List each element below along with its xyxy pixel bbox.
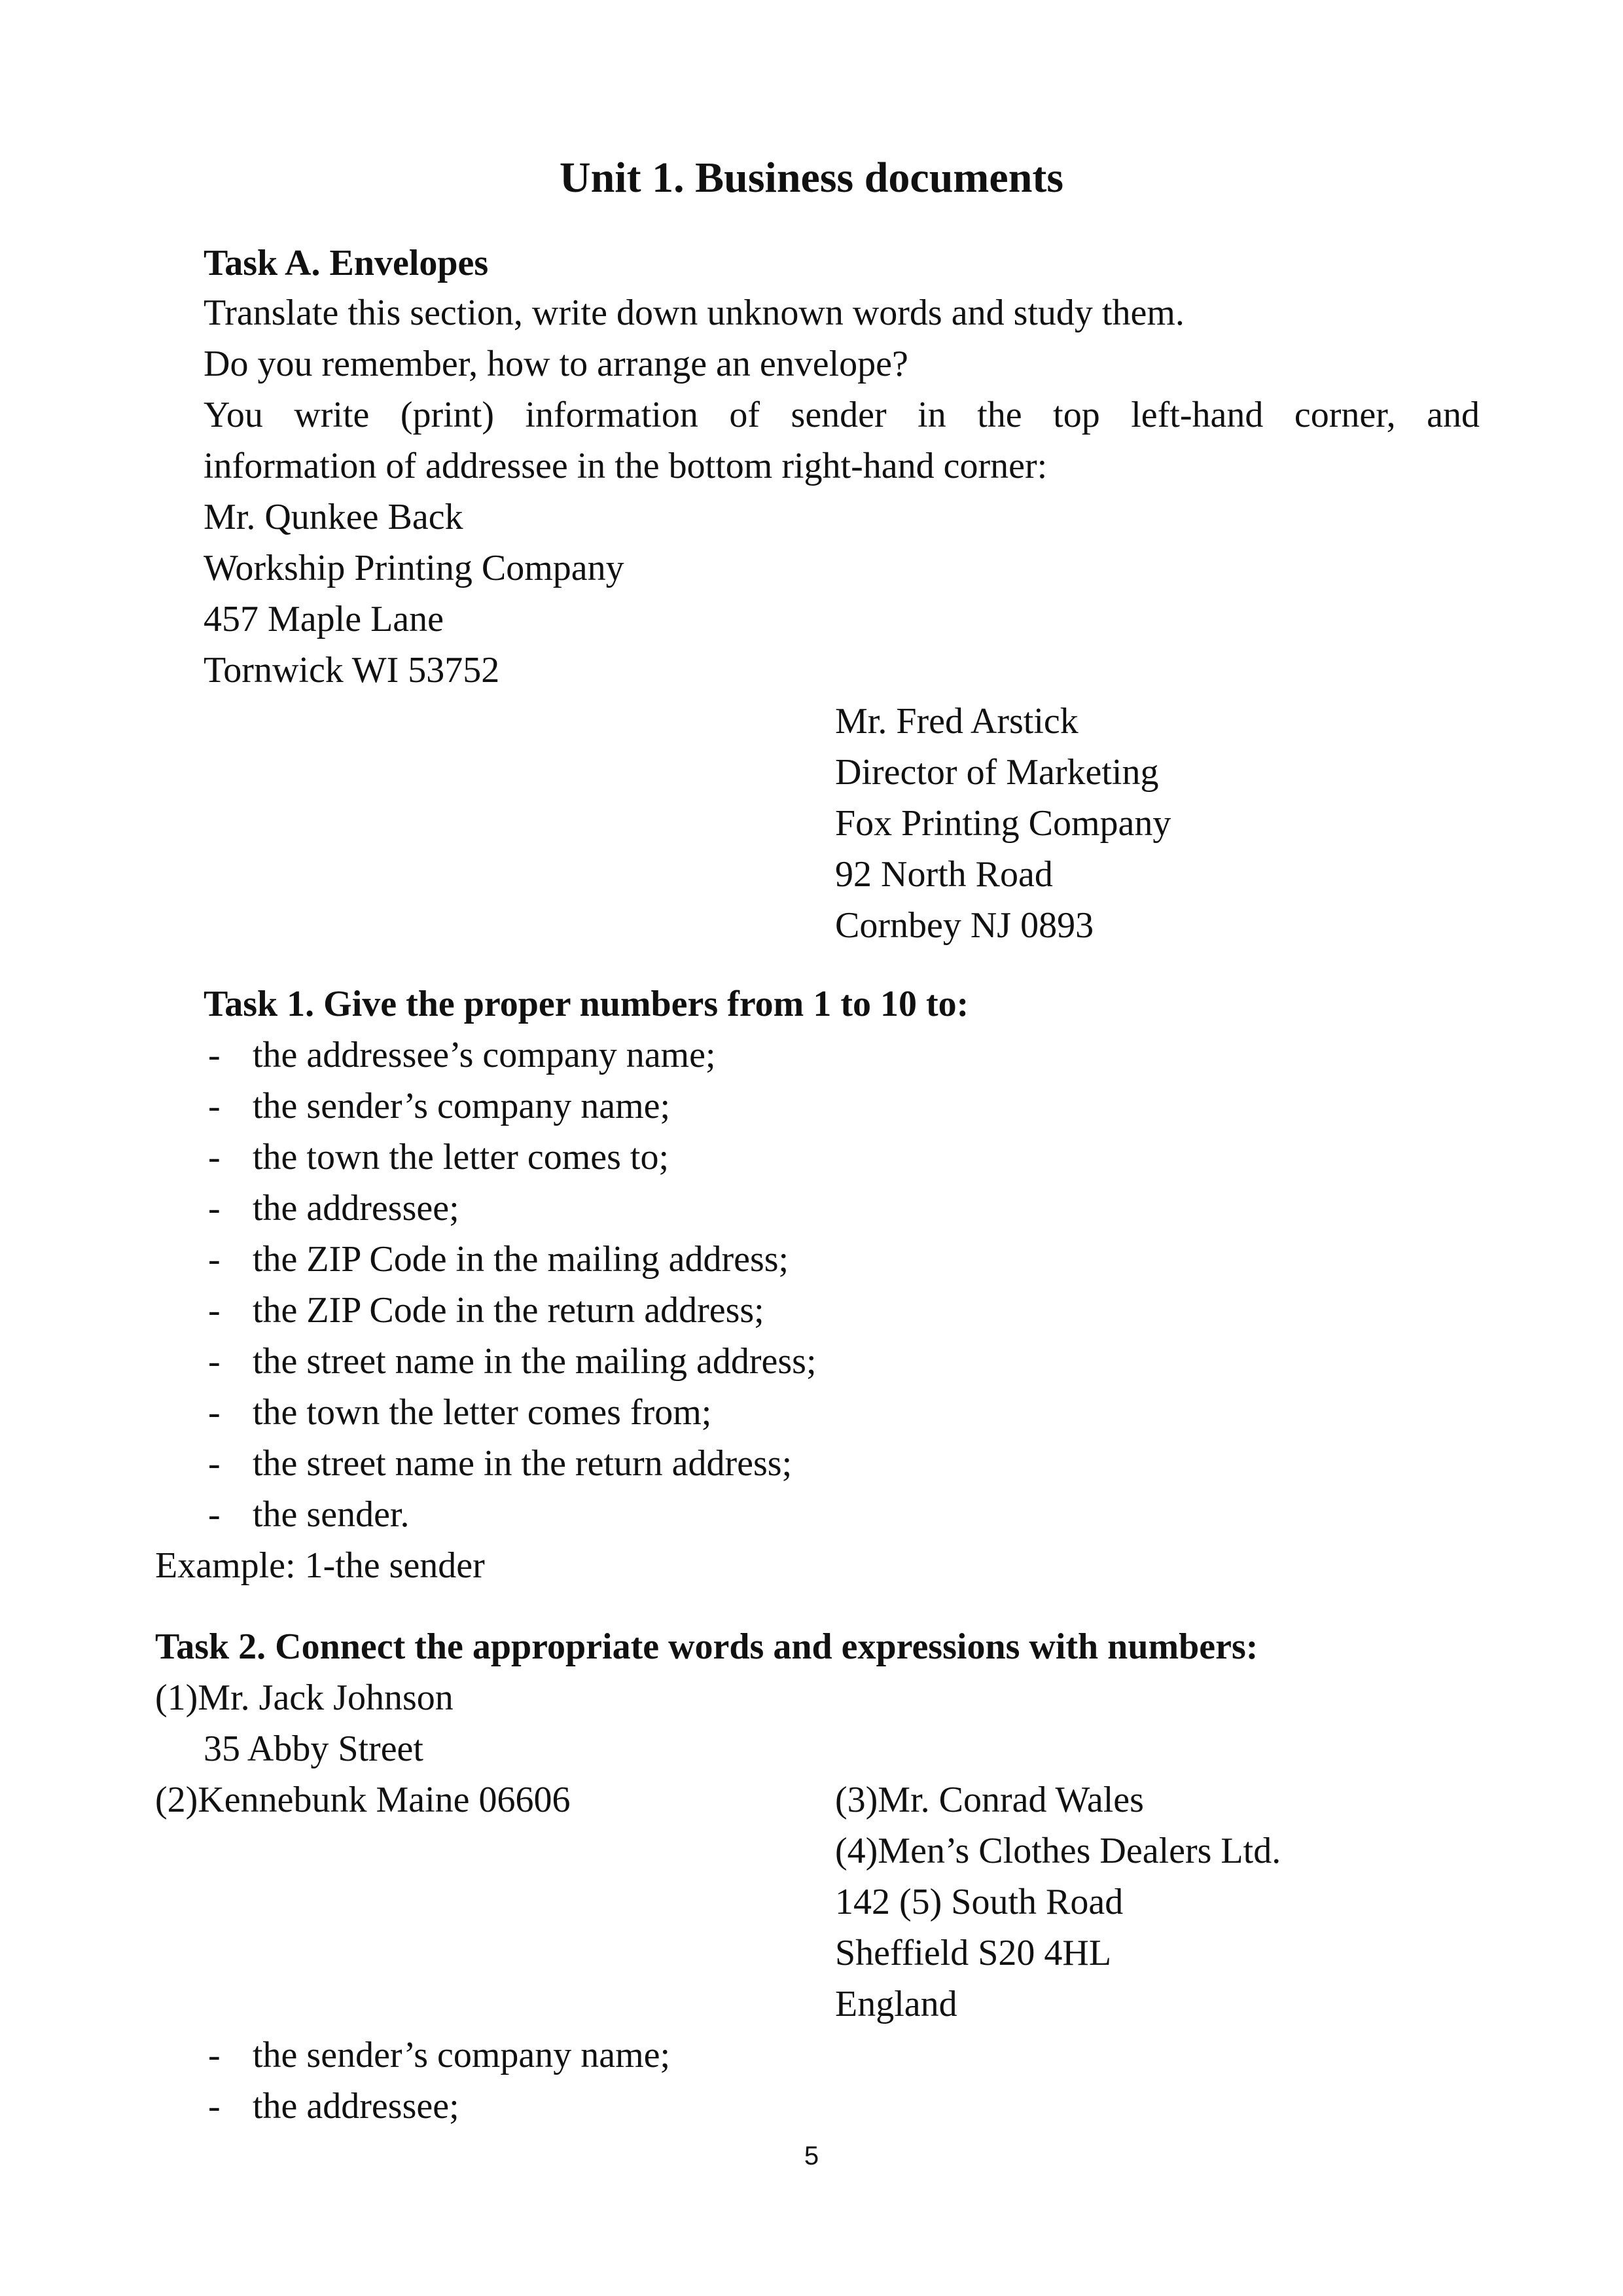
recipient-address-line: 92 North Road — [835, 854, 1053, 895]
recipient-address-line: Sheffield S20 4HL — [835, 1933, 1112, 1973]
sender-address-line: Tornwick WI 53752 — [204, 650, 500, 691]
list-bullet: - — [208, 2035, 221, 2075]
list-bullet: - — [208, 1137, 221, 1177]
task-a-heading: Task A. Envelopes — [204, 243, 489, 283]
list-item: the ZIP Code in the return address; — [253, 1290, 764, 1331]
task-2-heading: Task 2. Connect the appropriate words and expressions with numbers: — [155, 1626, 1258, 1667]
list-item: the addressee’s company name; — [253, 1035, 716, 1075]
task-a-intro-line: You write (print) information of sender in the top left-hand corner, and — [204, 395, 1480, 435]
task-a-intro-line: information of addressee in the bottom right-hand corner: — [204, 446, 1048, 486]
list-item: the town the letter comes from; — [253, 1392, 712, 1433]
list-bullet: - — [208, 1341, 221, 1382]
task-a-intro-line: Translate this section, write down unknown words and study them. — [204, 293, 1185, 333]
list-item: the street name in the return address; — [253, 1443, 793, 1484]
list-item: the sender’s company name; — [253, 1086, 671, 1126]
recipient-address-line: Cornbey NJ 0893 — [835, 905, 1094, 946]
recipient-address-line: Director of Marketing — [835, 752, 1159, 793]
sender-address-line: 35 Abby Street — [204, 1729, 423, 1769]
page-number: 5 — [804, 2142, 819, 2170]
list-bullet: - — [208, 1290, 221, 1331]
recipient-address-line: (3)Mr. Conrad Wales — [835, 1780, 1144, 1820]
recipient-address-line: 142 (5) South Road — [835, 1882, 1124, 1922]
list-item: the town the letter comes to; — [253, 1137, 669, 1177]
list-item: the sender’s company name; — [253, 2035, 671, 2075]
recipient-address-line: (4)Men’s Clothes Dealers Ltd. — [835, 1831, 1281, 1871]
sender-address-line: Mr. Qunkee Back — [204, 497, 463, 537]
list-item: the street name in the mailing address; — [253, 1341, 817, 1382]
recipient-address-line: Fox Printing Company — [835, 803, 1171, 844]
sender-address-line: Workship Printing Company — [204, 548, 624, 588]
task-1-example: Example: 1-the sender — [155, 1545, 485, 1586]
list-item: the addressee; — [253, 2086, 459, 2126]
unit-title: Unit 1. Business documents — [559, 154, 1064, 202]
task-a-intro-line: Do you remember, how to arrange an envelope? — [204, 344, 908, 384]
list-bullet: - — [208, 1392, 221, 1433]
recipient-address-line: England — [835, 1984, 957, 2024]
list-bullet: - — [208, 1494, 221, 1535]
task-1-heading: Task 1. Give the proper numbers from 1 to 10 to: — [204, 984, 969, 1024]
sender-address-line: 457 Maple Lane — [204, 599, 444, 639]
list-bullet: - — [208, 1086, 221, 1126]
list-bullet: - — [208, 1188, 221, 1229]
sender-address-line: (2)Kennebunk Maine 06606 — [155, 1780, 571, 1820]
list-item: the ZIP Code in the mailing address; — [253, 1239, 789, 1280]
list-bullet: - — [208, 1035, 221, 1075]
list-bullet: - — [208, 1443, 221, 1484]
sender-address-line: (1)Mr. Jack Johnson — [155, 1677, 454, 1718]
list-item: the addressee; — [253, 1188, 459, 1229]
list-bullet: - — [208, 2086, 221, 2126]
list-bullet: - — [208, 1239, 221, 1280]
recipient-address-line: Mr. Fred Arstick — [835, 701, 1079, 742]
list-item: the sender. — [253, 1494, 410, 1535]
